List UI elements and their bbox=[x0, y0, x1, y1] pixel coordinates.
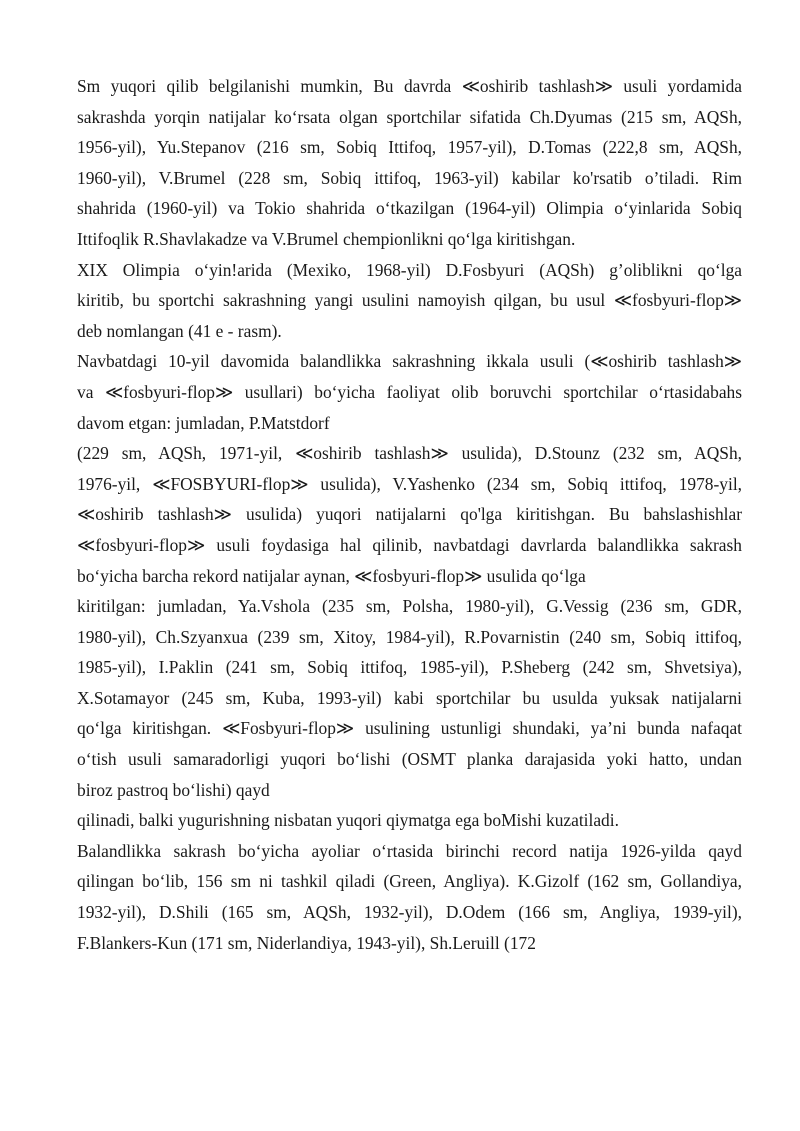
text-line: qo‘lga kiritishgan. ≪Fosbyuri-flop≫ usulining ustunligi shundaki, ya’ni bunda nafaqat bbox=[77, 718, 742, 739]
text-line: bo‘yicha barcha rekord natijalar aynan, ≪fosbyuri-flop≫ usulida qo‘lga bbox=[77, 565, 586, 586]
text-line: Ittifoqlik R.Shavlakadze va V.Brumel chempionlikni qo‘lga kiritishgan. bbox=[77, 228, 576, 249]
text-line: Balandlikka sakrash bo‘yicha ayoliar o‘rtasida birinchi record natija 1926-yilda qayd bbox=[77, 840, 742, 861]
text-line: o‘tish usuli samaradorligi yuqori bo‘lishi (OSMT planka darajasida yoki hatto, undan bbox=[77, 749, 742, 770]
text-line: ≪oshirib tashlash≫ usulida) yuqori natijalarni qo'lga kiritishgan. Bu bahslashishlar bbox=[77, 504, 742, 525]
text-line: XIX Olimpia o‘yin!arida (Mexiko, 1968-yil) D.Fosbyuri (AQSh) g’oliblikni qo‘lga bbox=[77, 259, 742, 280]
text-line: X.Sotamayor (245 sm, Kuba, 1993-yil) kabi sportchilar bu usulda yuksak natijalarni bbox=[77, 687, 742, 708]
document-body bbox=[77, 71, 742, 958]
text-line: qilinadi, balki yugurishning nisbatan yuqori qiymatga ega boMishi kuzatiladi. bbox=[77, 810, 619, 831]
text-line: kiritilgan: jumladan, Ya.Vshola (235 sm, Polsha, 1980-yil), G.Vessig (236 sm, GDR, bbox=[77, 596, 742, 617]
text-line: kiritib, bu sportchi sakrashning yangi usulini namoyish qilgan, bu usul ≪fosbyuri-flop≫ bbox=[77, 290, 742, 311]
text-line: sakrashda yorqin natijalar ko‘rsata olgan sportchilar sifatida Ch.Dyumas (215 sm, AQSh, bbox=[77, 106, 742, 127]
text-line: 1932-yil), D.Shili (165 sm, AQSh, 1932-yil), D.Odem (166 sm, Angliya, 1939-yil), bbox=[77, 902, 742, 923]
text-line: Navbatdagi 10-yil davomida balandlikka sakrashning ikkala usuli (≪oshirib tashlash≫ bbox=[77, 351, 742, 372]
text-line: Sm yuqori qilib belgilanishi mumkin, Bu davrda ≪oshirib tashlash≫ usuli yordamida bbox=[77, 76, 742, 96]
text-line: shahrida (1960-yil) va Tokio shahrida o‘tkazilgan (1964-yil) Olimpia o‘yinlarida Sobiq bbox=[77, 198, 742, 219]
text-line: biroz pastroq bo‘lishi) qayd bbox=[77, 779, 270, 800]
text-line: 1956-yil), Yu.Stepanov (216 sm, Sobiq Ittifoq, 1957-yil), D.Tomas (222,8 sm, AQSh, bbox=[77, 137, 742, 158]
text-line: va ≪fosbyuri-flop≫ usullari) bo‘yicha faoliyat olib boruvchi sportchilar o‘rtasidabahs bbox=[77, 381, 742, 402]
text-line: qilingan bo‘lib, 156 sm ni tashkil qiladi (Green, Angliya). K.Gizolf (162 sm, Gollandiya, bbox=[77, 871, 742, 892]
text-line: deb nomlangan (41 e - rasm). bbox=[77, 320, 282, 341]
text-line: 1985-yil), I.Paklin (241 sm, Sobiq ittifoq, 1985-yil), P.Sheberg (242 sm, Shvetsiya), bbox=[77, 657, 742, 678]
text-line: F.Blankers-Kun (171 sm, Niderlandiya, 1943-yil), Sh.Leruill (172 bbox=[77, 932, 536, 953]
text-line: 1960-yil), V.Brumel (228 sm, Sobiq ittifoq, 1963-yil) kabilar ko'rsatib o’tiladi. Rim bbox=[77, 167, 742, 188]
text-line: 1976-yil, ≪FOSBYURI-flop≫ usulida), V.Yashenko (234 sm, Sobiq ittifoq, 1978-yil, bbox=[77, 473, 742, 494]
text-line: ≪fosbyuri-flop≫ usuli foydasiga hal qilinib, navbatdagi davrlarda balandlikka sakrash bbox=[77, 534, 742, 555]
text-line: (229 sm, AQSh, 1971-yil, ≪oshirib tashlash≫ usulida), D.Stounz (232 sm, AQSh, bbox=[77, 443, 742, 464]
text-line: 1980-yil), Ch.Szyanxua (239 sm, Xitoy, 1984-yil), R.Povarnistin (240 sm, Sobiq ittifoq, bbox=[77, 626, 742, 647]
text-line: davom etgan: jumladan, P.Matstdorf bbox=[77, 412, 330, 433]
